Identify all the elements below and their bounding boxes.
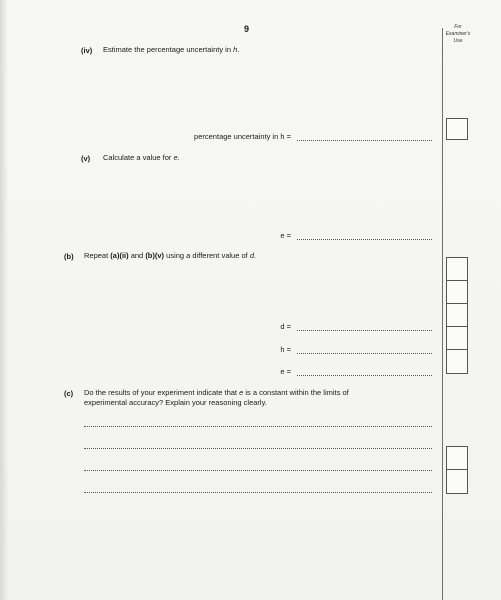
question-b-ref1: (a)(ii) — [110, 251, 129, 260]
mark-box-stack-b — [446, 257, 468, 374]
mark-box-stack-c — [446, 446, 468, 494]
question-b-text — [84, 251, 256, 261]
c-answer-line-2[interactable] — [84, 448, 432, 449]
question-b-mid: and — [128, 251, 146, 260]
question-v-suffix: . — [177, 153, 180, 162]
question-b-suffix: using a different value of — [164, 251, 250, 260]
percentage-uncertainty-label: percentage uncertainty in h = — [194, 132, 291, 141]
mark-box-c1 — [447, 447, 467, 470]
question-b-prefix: Repeat — [84, 251, 111, 260]
examiner-margin-rule — [442, 28, 443, 600]
question-c-line1 — [84, 388, 436, 398]
h-answer-label: h = — [280, 345, 291, 354]
d-answer-label: d = — [280, 322, 291, 331]
mark-box-c2 — [447, 470, 467, 493]
question-v-variable: e — [173, 153, 178, 162]
c-answer-line-3[interactable] — [84, 470, 432, 471]
mark-box-b2 — [447, 281, 467, 304]
examiner-header-line1: For — [454, 24, 462, 30]
question-c-line1-suffix: is a constant within the limits of — [243, 388, 349, 397]
mark-box-b4 — [447, 327, 467, 350]
mark-box-iv — [446, 118, 468, 140]
question-b-ref2: (b)(v) — [145, 251, 165, 260]
e-answer-line[interactable] — [297, 239, 432, 240]
e2-answer-label: e = — [280, 367, 291, 376]
question-iv-text — [103, 45, 239, 55]
mark-box-b5 — [447, 350, 467, 373]
question-iv-suffix: . — [237, 45, 240, 54]
question-b-tag: (b) — [64, 252, 74, 261]
mark-box-b3 — [447, 304, 467, 327]
e-answer-label: e = — [280, 231, 291, 240]
percentage-uncertainty-answer-line[interactable] — [297, 140, 432, 141]
question-iv-tag: (iv) — [81, 46, 93, 55]
question-b-end: . — [254, 251, 257, 260]
question-iv-variable: h — [233, 45, 238, 54]
e2-answer-line[interactable] — [297, 375, 432, 376]
question-c-tag: (c) — [64, 389, 74, 398]
c-answer-line-4[interactable] — [84, 492, 432, 493]
question-b-variable: d — [249, 251, 254, 260]
question-v-tag: (v) — [81, 154, 91, 163]
question-c-line1-prefix: Do the results of your experiment indicate that — [84, 388, 240, 397]
mark-box-b1 — [447, 258, 467, 281]
page-edge-shadow — [0, 0, 8, 600]
question-c-line2: experimental accuracy? Explain your reasoning clearly. — [84, 398, 267, 407]
examiner-header-line3: Use — [453, 38, 463, 44]
question-c-variable: e — [239, 388, 244, 397]
question-iv-prefix: Estimate the percentage uncertainty in — [103, 45, 234, 54]
d-answer-line[interactable] — [297, 330, 432, 331]
page-number: 9 — [244, 24, 250, 34]
h-answer-line[interactable] — [297, 353, 432, 354]
question-v-prefix: Calculate a value for — [103, 153, 174, 162]
examiner-use-header — [444, 24, 472, 45]
c-answer-line-1[interactable] — [84, 426, 432, 427]
question-c-text — [84, 388, 436, 408]
examiner-header-line2: Examiner's — [445, 31, 471, 37]
question-v-text — [103, 153, 180, 163]
